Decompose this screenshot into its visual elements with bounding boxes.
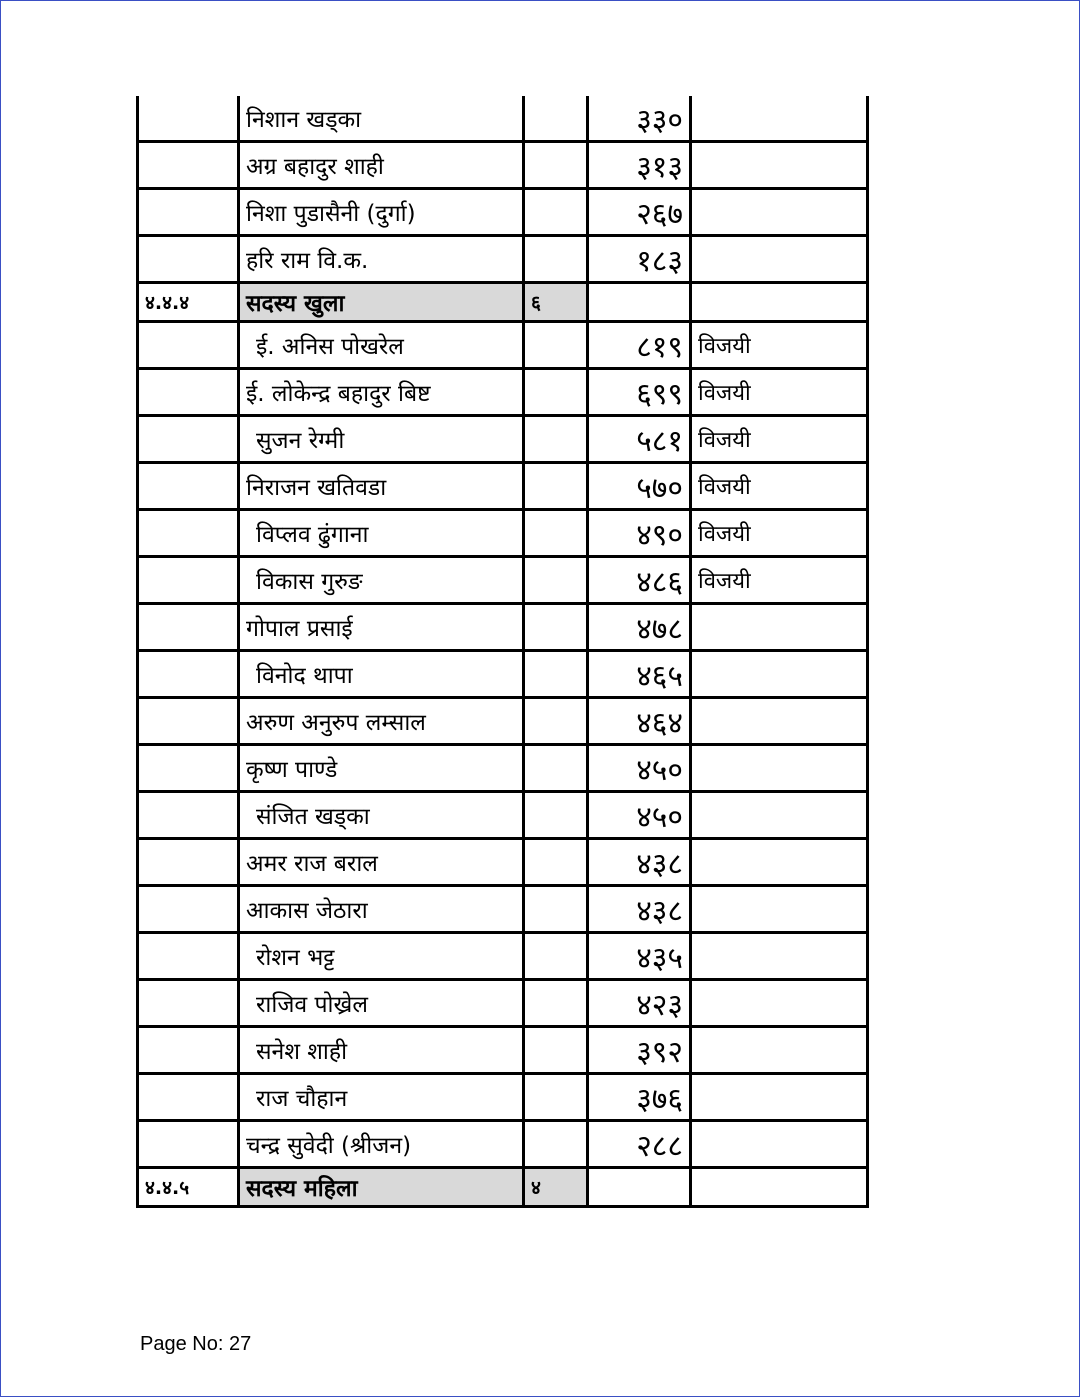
category-name-text: सदस्य महिला [246, 1176, 358, 1202]
result-status-cell [691, 369, 868, 416]
result-status-cell [691, 792, 868, 839]
candidate-name-cell [239, 236, 524, 283]
result-status-cell [691, 236, 868, 283]
seats-cell [524, 980, 588, 1027]
candidate-name-cell [239, 1121, 524, 1168]
candidate-name-cell [239, 463, 524, 510]
candidate-name-text: हरि राम वि.क. [246, 248, 369, 274]
seats-cell [524, 142, 588, 189]
category-code-cell [138, 651, 239, 698]
candidate-row [138, 886, 868, 933]
candidate-name-cell [239, 322, 524, 369]
result-status-cell [691, 416, 868, 463]
category-code-cell [138, 96, 239, 142]
votes-cell [588, 322, 691, 369]
votes-cell [588, 283, 691, 322]
candidate-name-text: राज चौहान [256, 1086, 348, 1112]
category-code-cell [138, 1121, 239, 1168]
seats-cell [524, 322, 588, 369]
candidate-name-text: ई. लोकेन्द्र बहादुर बिष्ट [246, 381, 431, 407]
result-status-cell [691, 604, 868, 651]
votes-text: ६९९ [636, 376, 683, 412]
candidate-row [138, 792, 868, 839]
seats-cell [524, 933, 588, 980]
candidate-row [138, 369, 868, 416]
candidate-row [138, 980, 868, 1027]
candidate-row [138, 698, 868, 745]
votes-text: ४६५ [636, 658, 683, 694]
candidate-name-text: सुजन रेग्मी [256, 428, 345, 454]
seats-cell [524, 416, 588, 463]
candidate-name-cell [239, 142, 524, 189]
candidate-name-cell [239, 369, 524, 416]
candidate-name-cell [239, 96, 524, 142]
result-status-cell [691, 651, 868, 698]
candidate-name-cell [239, 886, 524, 933]
category-name-text: सदस्य खुला [246, 291, 345, 317]
seats-cell [524, 463, 588, 510]
result-status-text: विजयी [698, 381, 751, 406]
candidate-name-cell [239, 189, 524, 236]
candidate-row [138, 604, 868, 651]
candidate-name-cell [239, 933, 524, 980]
votes-cell [588, 886, 691, 933]
votes-cell [588, 463, 691, 510]
result-status-text: विजयी [698, 334, 751, 359]
candidate-row [138, 1121, 868, 1168]
votes-cell [588, 236, 691, 283]
votes-text: ५७० [636, 470, 683, 506]
category-name-cell [239, 1168, 524, 1207]
category-code-cell [138, 980, 239, 1027]
votes-text: ४३८ [636, 893, 683, 929]
votes-text: ३९२ [636, 1034, 683, 1070]
seats-cell [524, 745, 588, 792]
seats-cell [524, 1121, 588, 1168]
seats-cell [524, 651, 588, 698]
results-table-body [138, 96, 868, 1207]
votes-text: ४५० [636, 799, 683, 835]
result-status-cell [691, 283, 868, 322]
candidate-name-text: निराजन खतिवडा [246, 475, 387, 501]
seats-cell [524, 792, 588, 839]
result-status-cell [691, 189, 868, 236]
category-code-cell [138, 604, 239, 651]
category-code-cell [138, 1074, 239, 1121]
category-code-cell [138, 745, 239, 792]
votes-text: २६७ [636, 196, 683, 232]
category-code-cell [138, 839, 239, 886]
seats-cell [524, 604, 588, 651]
votes-text: ४५० [636, 752, 683, 788]
votes-cell [588, 1121, 691, 1168]
category-code-cell [138, 1027, 239, 1074]
result-status-cell [691, 698, 868, 745]
result-status-cell [691, 510, 868, 557]
votes-text: ४२३ [636, 987, 683, 1023]
votes-cell [588, 1074, 691, 1121]
results-table [136, 96, 869, 1208]
candidate-name-text: कृष्ण पाण्डे [246, 757, 338, 783]
votes-cell [588, 792, 691, 839]
candidate-name-text: ई. अनिस पोखरेल [256, 334, 404, 360]
category-name-cell [239, 283, 524, 322]
seats-cell [524, 557, 588, 604]
candidate-name-cell [239, 651, 524, 698]
candidate-name-cell [239, 698, 524, 745]
category-code-cell [138, 463, 239, 510]
seats-cell [524, 283, 588, 322]
candidate-name-text: राजिव पोख्रेल [256, 992, 368, 1018]
votes-cell [588, 189, 691, 236]
votes-cell [588, 510, 691, 557]
candidate-name-cell [239, 1074, 524, 1121]
category-code-cell [138, 792, 239, 839]
candidate-name-cell [239, 416, 524, 463]
votes-text: ४३८ [636, 846, 683, 882]
votes-text: ४३५ [636, 940, 683, 976]
seats-cell [524, 698, 588, 745]
result-status-text: विजयी [698, 428, 751, 453]
votes-cell [588, 369, 691, 416]
candidate-name-text: अग्र बहादुर शाही [246, 154, 384, 180]
seats-text: ६ [531, 292, 541, 314]
candidate-row [138, 1027, 868, 1074]
seats-cell [524, 96, 588, 142]
votes-text: ३७६ [636, 1081, 683, 1117]
result-status-cell [691, 1074, 868, 1121]
votes-text: ४७८ [636, 611, 683, 647]
seats-cell [524, 236, 588, 283]
candidate-name-text: आकास जेठारा [246, 898, 368, 924]
candidate-row [138, 933, 868, 980]
category-code-cell [138, 189, 239, 236]
candidate-row [138, 463, 868, 510]
result-status-cell [691, 745, 868, 792]
result-status-cell [691, 1168, 868, 1207]
candidate-name-text: निशा पुडासैनी (दुर्गा) [246, 201, 416, 227]
result-status-text: विजयी [698, 522, 751, 547]
candidate-row [138, 236, 868, 283]
votes-cell [588, 416, 691, 463]
category-code-cell [138, 557, 239, 604]
candidate-name-cell [239, 557, 524, 604]
votes-cell [588, 839, 691, 886]
candidate-row [138, 510, 868, 557]
candidate-row [138, 651, 868, 698]
candidate-name-text: विप्लव ढुंगाना [256, 522, 369, 548]
result-status-cell [691, 322, 868, 369]
candidate-name-text: संजित खड्का [256, 804, 370, 830]
candidate-row [138, 745, 868, 792]
category-code-cell [138, 142, 239, 189]
result-status-cell [691, 463, 868, 510]
candidate-name-cell [239, 1027, 524, 1074]
candidate-name-text: रोशन भट्ट [256, 945, 335, 971]
votes-cell [588, 698, 691, 745]
seats-cell [524, 189, 588, 236]
candidate-row [138, 416, 868, 463]
votes-cell [588, 604, 691, 651]
candidate-row [138, 96, 868, 142]
candidate-name-cell [239, 604, 524, 651]
votes-text: ३३० [636, 102, 683, 138]
category-row [138, 1168, 868, 1207]
votes-text: ४६४ [636, 705, 683, 741]
votes-text: ३१३ [636, 149, 683, 185]
result-status-cell [691, 96, 868, 142]
votes-cell [588, 980, 691, 1027]
candidate-name-text: अरुण अनुरुप लम्साल [246, 710, 426, 736]
candidate-name-text: चन्द्र सुवेदी (श्रीजन) [246, 1133, 412, 1159]
category-code-cell [138, 283, 239, 322]
category-code-cell [138, 416, 239, 463]
result-status-text: विजयी [698, 475, 751, 500]
result-status-cell [691, 980, 868, 1027]
candidate-row [138, 557, 868, 604]
category-code-cell [138, 236, 239, 283]
result-status-cell [691, 1027, 868, 1074]
candidate-row [138, 142, 868, 189]
votes-cell [588, 96, 691, 142]
seats-cell [524, 510, 588, 557]
candidate-name-text: निशान खड्का [246, 107, 362, 133]
seats-cell [524, 369, 588, 416]
votes-text: १८३ [636, 243, 683, 279]
category-code-cell [138, 510, 239, 557]
candidate-name-text: विकास गुरुङ [256, 569, 363, 595]
candidate-row [138, 839, 868, 886]
votes-cell [588, 142, 691, 189]
votes-text: २८८ [636, 1128, 683, 1164]
seats-text: ४ [531, 1177, 541, 1199]
candidate-row [138, 189, 868, 236]
votes-text: ४९० [636, 517, 683, 553]
candidate-row [138, 1074, 868, 1121]
votes-cell [588, 933, 691, 980]
category-code-cell [138, 933, 239, 980]
candidate-name-cell [239, 792, 524, 839]
seats-cell [524, 886, 588, 933]
page-number: Page No: 27 [140, 1333, 252, 1355]
candidate-name-text: अमर राज बराल [246, 851, 378, 877]
category-code-text: ४.४.५ [145, 1177, 190, 1199]
category-code-cell [138, 698, 239, 745]
candidate-name-text: गोपाल प्रसाई [246, 616, 353, 642]
votes-text: ४८६ [636, 564, 683, 600]
votes-cell [588, 1027, 691, 1074]
seats-cell [524, 839, 588, 886]
result-status-cell [691, 1121, 868, 1168]
category-code-cell [138, 369, 239, 416]
category-row [138, 283, 868, 322]
result-status-cell [691, 933, 868, 980]
result-status-text: विजयी [698, 569, 751, 594]
candidate-name-cell [239, 839, 524, 886]
votes-text: ८१९ [636, 329, 683, 365]
votes-cell [588, 651, 691, 698]
votes-cell [588, 557, 691, 604]
votes-cell [588, 1168, 691, 1207]
candidate-name-cell [239, 510, 524, 557]
category-code-cell [138, 886, 239, 933]
candidate-name-text: सनेश शाही [256, 1039, 348, 1065]
seats-cell [524, 1168, 588, 1207]
seats-cell [524, 1074, 588, 1121]
category-code-text: ४.४.४ [145, 292, 190, 314]
result-status-cell [691, 557, 868, 604]
candidate-name-cell [239, 745, 524, 792]
result-status-cell [691, 839, 868, 886]
votes-text: ५८१ [636, 423, 683, 459]
category-code-cell [138, 322, 239, 369]
votes-cell [588, 745, 691, 792]
category-code-cell [138, 1168, 239, 1207]
candidate-name-cell [239, 980, 524, 1027]
candidate-row [138, 322, 868, 369]
candidate-name-text: विनोद थापा [256, 663, 353, 689]
seats-cell [524, 1027, 588, 1074]
result-status-cell [691, 886, 868, 933]
result-status-cell [691, 142, 868, 189]
